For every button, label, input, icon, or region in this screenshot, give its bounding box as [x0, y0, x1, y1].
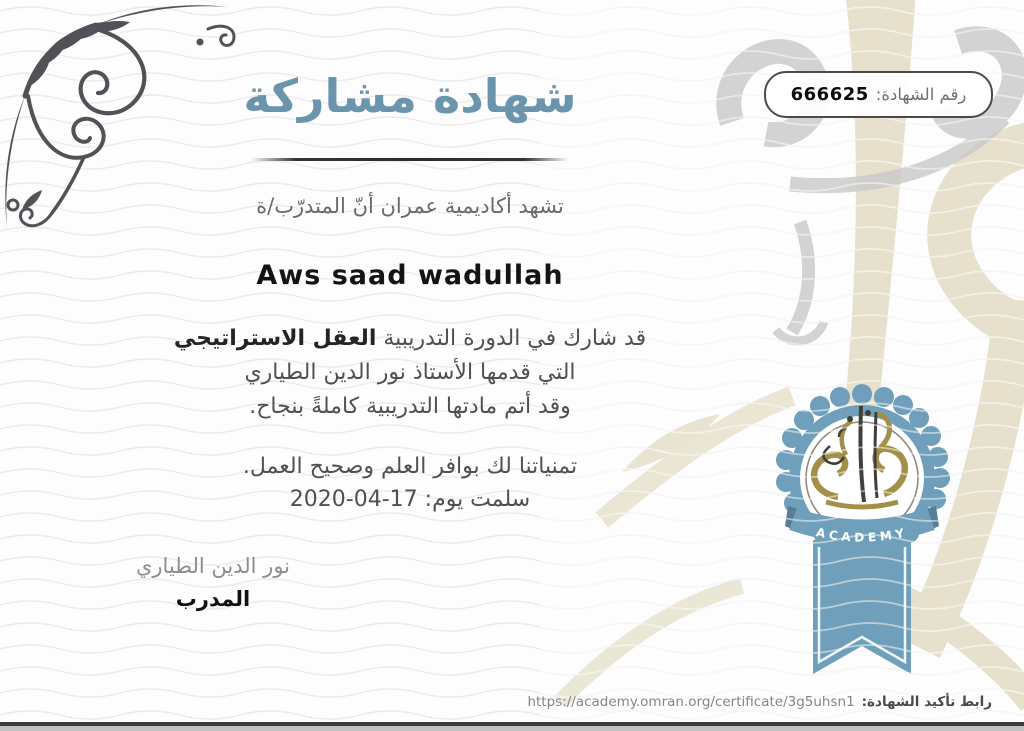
wishes-line: تمنياتنا لك بوافر العلم وصحيح العمل.	[242, 454, 578, 479]
bottom-border-light	[0, 726, 1024, 731]
certificate-number-box	[764, 71, 993, 118]
trainee-name: Aws saad wadullah	[256, 260, 564, 291]
certificate-number-value: 666625	[790, 84, 869, 105]
trainer-role: المدرب	[175, 587, 251, 611]
course-paragraph-line2: التي قدمها الأستاذ نور الدين الطياري	[244, 360, 576, 385]
delivery-date-line: سلمت يوم: 17-04-2020	[289, 487, 531, 512]
trainer-name: نور الدين الطياري	[135, 554, 291, 578]
verification-label: رابط تأكيد الشهادة:	[861, 694, 992, 710]
course-paragraph-line3: وقد أتم مادتها التدريبية كاملةً بنجاح.	[249, 394, 571, 419]
wishes-paragraph	[110, 450, 710, 516]
verification-url: https://academy.omran.org/certificate/3g5uhsn1	[527, 694, 855, 710]
certificate-title: شهادة مشاركة	[243, 69, 577, 123]
verification-line	[527, 694, 992, 710]
course-paragraph	[110, 322, 710, 424]
course-paragraph-prefix: قد شارك في الدورة التدريبية	[376, 326, 647, 351]
title-divider	[251, 158, 569, 161]
certificate-number-label: رقم الشهادة:	[875, 85, 967, 104]
intro-line: تشهد أكاديمية عمران أنّ المتدرّب/ة	[256, 194, 564, 218]
signature-block	[108, 552, 318, 614]
course-name: العقل الاستراتيجي	[173, 326, 377, 351]
